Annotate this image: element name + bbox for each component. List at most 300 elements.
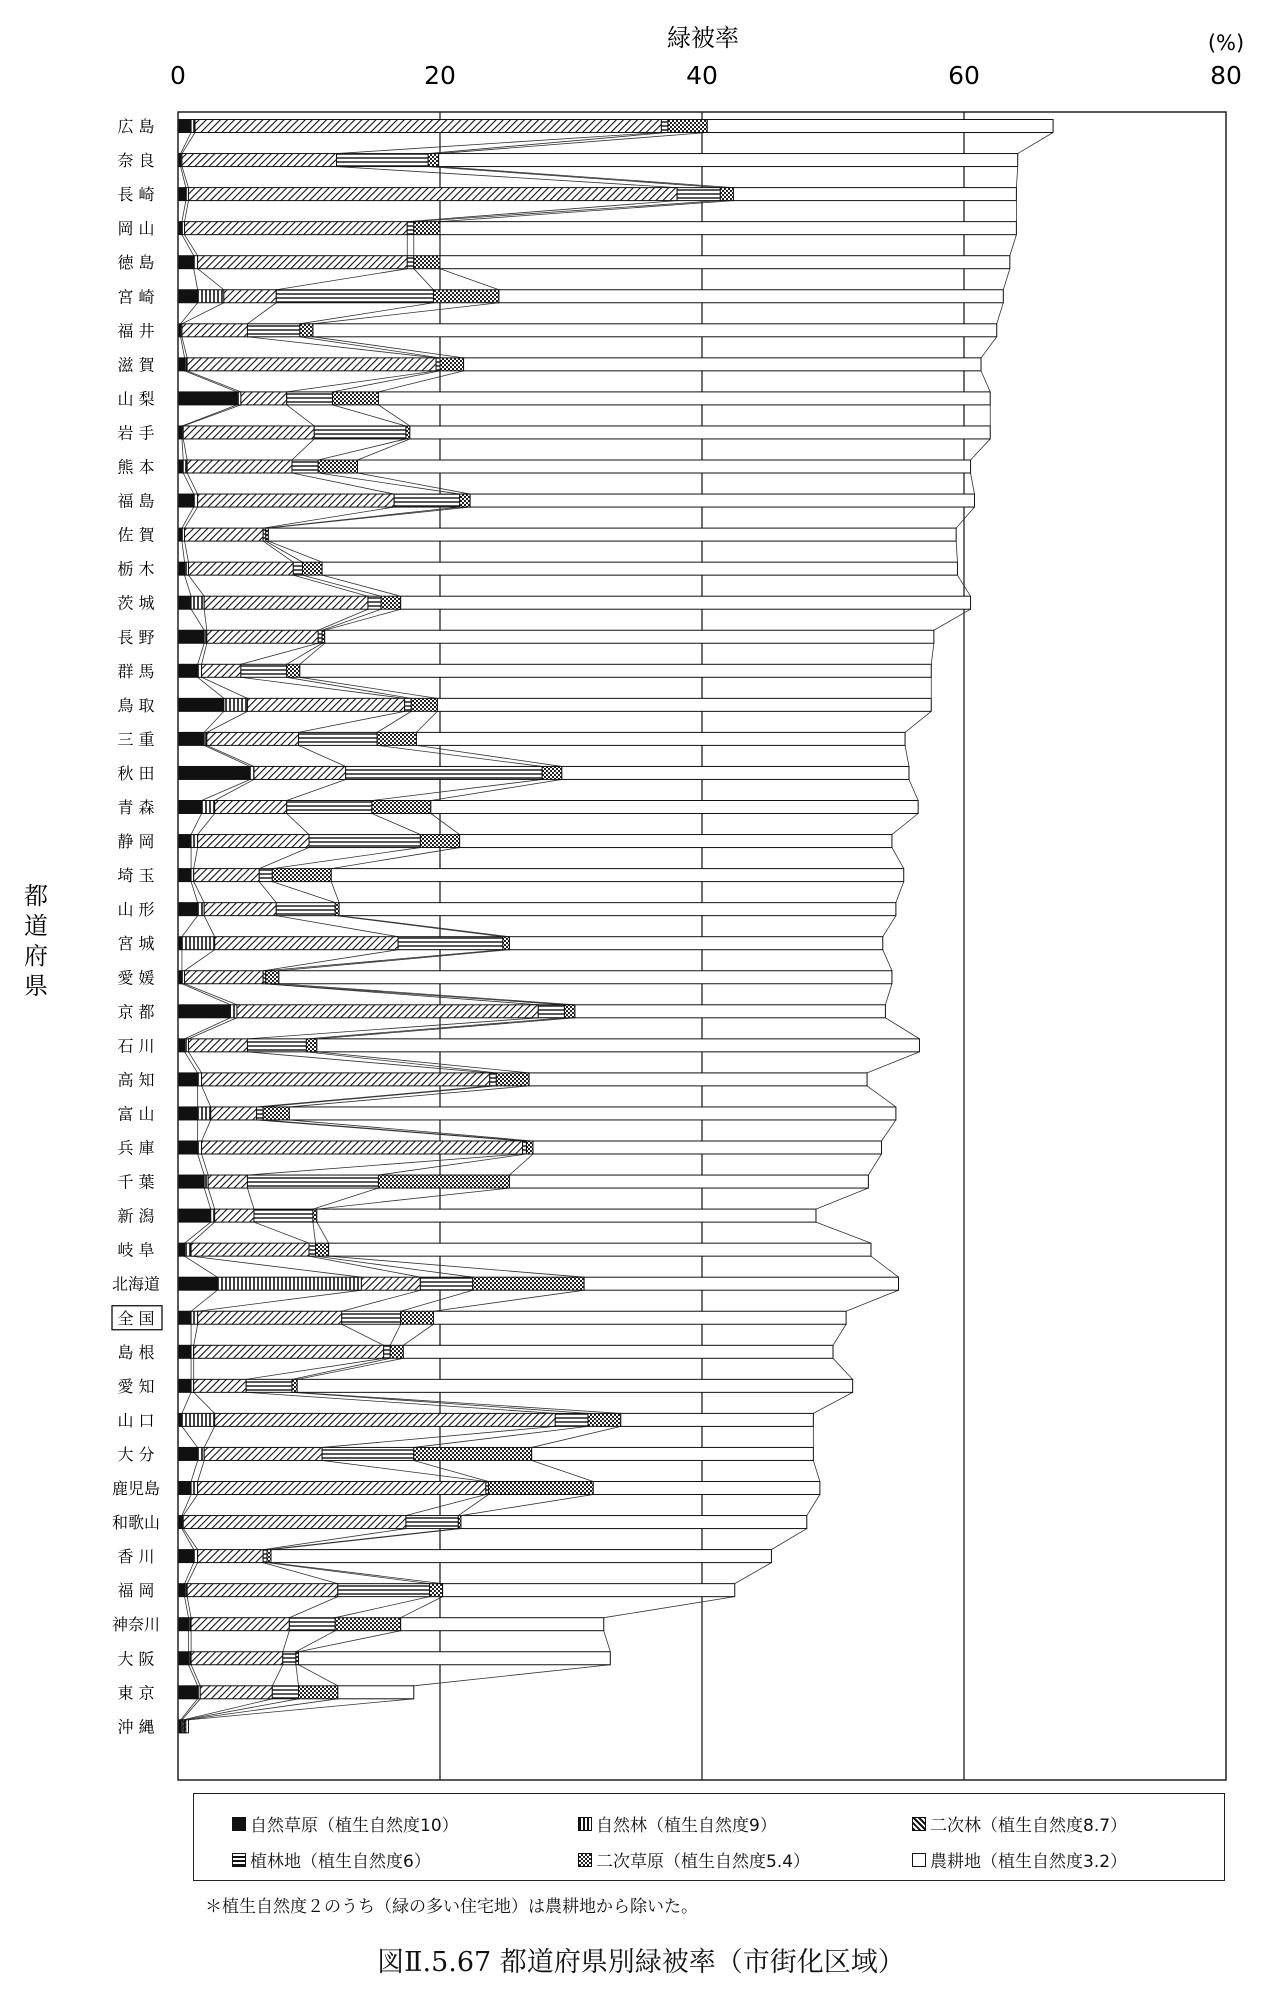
bar-segment-grassland_natural — [178, 835, 191, 848]
category-label: 山 形 — [117, 900, 155, 920]
bar-segment-grassland_natural — [178, 1447, 198, 1460]
bar-segment-forest_secondary — [254, 766, 346, 779]
segment-connector — [813, 1392, 852, 1413]
bar-segment-grassland_natural — [178, 596, 191, 609]
bar-segment-farmland — [329, 1243, 871, 1256]
bar-segment-forest_secondary — [215, 1209, 254, 1222]
bar-segment-grassland_secondary — [473, 1277, 584, 1290]
bar-segment-grassland_secondary — [390, 1345, 403, 1358]
category-label: 和歌山 — [111, 1513, 161, 1533]
segment-connector — [263, 541, 293, 562]
bar-segment-forest_secondary — [187, 1584, 338, 1597]
bar-segment-grassland_secondary — [496, 1073, 529, 1086]
segment-connector — [198, 269, 224, 290]
segment-connector — [204, 1188, 211, 1209]
bar-segment-forest_natural — [198, 664, 202, 677]
bar-segment-farmland — [410, 426, 990, 439]
segment-connector — [532, 1460, 594, 1481]
bar-segment-farmland — [562, 766, 909, 779]
segment-connector — [428, 167, 720, 188]
bar-segment-farmland — [464, 358, 981, 371]
bar-segment-farmland — [439, 154, 1018, 167]
segment-connector — [194, 269, 198, 290]
bar-segment-forest_planted — [368, 596, 381, 609]
segment-connector — [289, 1120, 533, 1141]
bar-segment-farmland — [575, 1005, 885, 1018]
bar-segment-forest_planted — [677, 188, 720, 201]
segment-connector — [204, 1426, 214, 1447]
legend-label: 二次草原（植生自然度5.4） — [596, 1852, 811, 1872]
bar-segment-forest_natural — [191, 1482, 198, 1495]
bar-segment-grassland_natural — [178, 903, 198, 916]
category-label: 群 馬 — [117, 661, 155, 681]
bar-segment-forest_secondary — [198, 256, 408, 269]
bar-segment-grassland_secondary — [299, 1686, 338, 1699]
segment-connector — [905, 745, 909, 766]
bar-segment-forest_planted — [318, 630, 322, 643]
bar-segment-grassland_secondary — [333, 392, 379, 405]
bar-segment-grassland_natural — [178, 630, 204, 643]
segment-connector — [431, 814, 460, 835]
segment-connector — [287, 814, 309, 835]
segment-connector — [299, 745, 346, 766]
segment-connector — [188, 575, 204, 596]
legend-item-grassland-natural — [232, 1811, 459, 1836]
bar-segment-forest_natural — [198, 1073, 202, 1086]
segment-connector — [771, 1529, 806, 1550]
bar-segment-forest_planted — [538, 1005, 564, 1018]
segment-connector — [263, 1086, 496, 1107]
bar-segment-grassland_secondary — [287, 664, 300, 677]
segment-connector — [198, 1154, 205, 1175]
bar-segment-grassland_natural — [178, 869, 191, 882]
bar-segment-forest_natural — [204, 1175, 208, 1188]
category-label: 新 潟 — [117, 1206, 155, 1226]
segment-connector — [287, 405, 315, 426]
bar-segment-forest_secondary — [194, 869, 260, 882]
segment-connector — [287, 643, 322, 664]
bar-segment-farmland — [317, 1039, 920, 1052]
bar-segment-farmland — [533, 1141, 881, 1154]
segment-connector — [185, 984, 237, 1005]
bar-segment-forest_planted — [254, 1209, 313, 1222]
bar-segment-forest_planted — [246, 1379, 292, 1392]
bar-segment-grassland_natural — [178, 1550, 194, 1563]
segment-connector — [241, 643, 318, 664]
segment-connector — [816, 1222, 871, 1243]
category-label: 全 国 — [117, 1308, 155, 1328]
bar-segment-forest_secondary — [208, 1175, 247, 1188]
bar-segment-forest_secondary — [195, 120, 661, 133]
bar-segment-forest_secondary — [241, 392, 287, 405]
segment-connector — [185, 1256, 218, 1277]
bar-segment-grassland_natural — [178, 732, 204, 745]
bar-segment-forest_secondary — [207, 630, 318, 643]
segment-connector — [300, 337, 440, 358]
bar-segment-farmland — [403, 1345, 833, 1358]
bar-segment-grassland_natural — [178, 1277, 217, 1290]
segment-connector — [909, 779, 918, 800]
bar-segment-grassland_natural — [178, 460, 183, 473]
category-label: 東 京 — [117, 1683, 155, 1703]
bar-segment-grassland_secondary — [433, 290, 499, 303]
segment-connector — [414, 201, 721, 222]
category-label: 熊 本 — [117, 457, 155, 477]
bar-segment-forest_planted — [346, 766, 543, 779]
bar-segment-farmland — [339, 903, 896, 916]
category-label: 奈 良 — [117, 151, 155, 171]
bar-segment-forest_planted — [309, 1243, 316, 1256]
segment-connector — [342, 1290, 421, 1311]
bar-segment-forest_natural — [217, 1277, 361, 1290]
bar-segment-grassland_natural — [178, 1652, 188, 1665]
segment-connector — [263, 1529, 406, 1550]
bar-segment-forest_secondary — [215, 937, 398, 950]
legend-label: 二次林（植生自然度8.7） — [930, 1816, 1128, 1836]
figure-caption: 図Ⅱ.5.67 都道府県別緑被率（市街化区域） — [377, 1947, 905, 1978]
bar-segment-farmland — [186, 1720, 189, 1733]
bar-segment-forest_natural — [191, 120, 195, 133]
segment-connector — [377, 711, 411, 732]
segment-connector — [204, 609, 207, 630]
segment-connector — [182, 133, 195, 154]
segment-connector — [313, 1222, 316, 1243]
category-label: 広 島 — [117, 117, 155, 136]
bar-segment-grassland_natural — [178, 1209, 211, 1222]
bar-segment-farmland — [433, 1311, 846, 1324]
segment-connector — [439, 133, 708, 154]
segment-connector — [292, 1358, 390, 1379]
bar-segment-forest_secondary — [198, 835, 309, 848]
segment-connector — [198, 677, 224, 698]
bar-segment-farmland — [460, 835, 892, 848]
segment-connector — [428, 133, 668, 154]
category-label: 沖 縄 — [117, 1717, 155, 1737]
segment-connector — [440, 201, 733, 222]
segment-connector — [198, 1290, 362, 1311]
bar-segment-forest_planted — [247, 1039, 306, 1052]
segment-connector — [266, 984, 565, 1005]
bar-segment-farmland — [532, 1447, 814, 1460]
bar-segment-forest_planted — [247, 324, 299, 337]
bar-segment-grassland_secondary — [668, 120, 707, 133]
bar-segment-grassland_natural — [178, 1073, 198, 1086]
category-label: 徳 島 — [117, 253, 155, 273]
segment-connector — [372, 779, 542, 800]
segment-connector — [296, 1665, 299, 1686]
bar-segment-grassland_natural — [178, 256, 194, 269]
bar-segment-forest_secondary — [191, 1243, 309, 1256]
legend-label: 農耕地（植生自然度3.2） — [930, 1852, 1128, 1872]
bar-segment-grassland_natural — [178, 1379, 191, 1392]
segment-connector — [318, 609, 368, 630]
segment-connector — [1003, 269, 1010, 290]
bar-segment-forest_planted — [407, 222, 414, 235]
segment-connector — [202, 677, 248, 698]
bar-segment-farmland — [378, 392, 990, 405]
bar-segment-farmland — [584, 1277, 898, 1290]
bar-segment-forest_secondary — [191, 1652, 283, 1665]
bar-segment-farmland — [289, 1107, 896, 1120]
category-label: 秋 田 — [117, 763, 155, 783]
bar-segment-grassland_secondary — [377, 732, 416, 745]
segment-connector — [322, 1460, 486, 1481]
segment-connector — [357, 439, 409, 460]
segment-connector — [931, 643, 934, 664]
bar-segment-grassland_secondary — [503, 937, 510, 950]
segment-connector — [300, 303, 434, 324]
bar-segment-grassland_secondary — [292, 1379, 297, 1392]
segment-connector — [263, 1120, 526, 1141]
segment-connector — [188, 1018, 236, 1039]
segment-connector — [194, 1324, 198, 1345]
bar-segment-forest_secondary — [198, 1311, 342, 1324]
bar-segment-forest_natural — [182, 1413, 215, 1426]
bar-segment-forest_secondary — [247, 698, 404, 711]
segment-connector — [259, 882, 276, 903]
category-label: 福 井 — [117, 321, 155, 341]
segment-connector — [182, 507, 194, 528]
bar-segment-grassland_natural — [178, 290, 198, 303]
bar-segment-forest_natural — [194, 256, 198, 269]
bar-segment-farmland — [279, 971, 892, 984]
segment-connector — [266, 950, 503, 971]
category-label: 石 川 — [117, 1036, 155, 1056]
bar-segment-forest_natural — [198, 1141, 202, 1154]
bar-segment-forest_planted — [309, 835, 420, 848]
legend-label: 植林地（植生自然度6） — [250, 1852, 431, 1872]
bar-segment-forest_secondary — [198, 494, 395, 507]
segment-connector — [401, 1597, 443, 1618]
bar-segment-grassland_secondary — [378, 1175, 509, 1188]
segment-connector — [331, 882, 339, 903]
segment-connector — [182, 984, 230, 1005]
bar-segment-grassland_secondary — [526, 1141, 533, 1154]
bar-segment-forest_planted — [405, 698, 412, 711]
bar-segment-forest_natural — [224, 698, 248, 711]
bar-segment-farmland — [440, 256, 1010, 269]
bar-segment-grassland_natural — [178, 698, 224, 711]
bar-segment-grassland_secondary — [440, 358, 464, 371]
category-label: 神奈川 — [111, 1615, 161, 1635]
bar-segment-grassland_secondary — [335, 903, 339, 916]
segment-connector — [905, 711, 931, 732]
segment-connector — [185, 371, 237, 392]
segment-connector — [735, 1563, 772, 1584]
bar-segment-forest_natural — [185, 1039, 189, 1052]
bar-segment-grassland_natural — [178, 1039, 185, 1052]
bar-segment-forest_natural — [185, 1243, 192, 1256]
category-label: 富 山 — [117, 1104, 155, 1124]
legend-item-forest-planted — [232, 1847, 431, 1872]
segment-connector — [287, 371, 436, 392]
segment-connector — [182, 235, 194, 256]
segment-connector — [892, 848, 904, 869]
segment-connector — [191, 1460, 198, 1481]
category-label: 滋 賀 — [117, 355, 155, 375]
segment-connector — [181, 133, 191, 154]
bar-segment-farmland — [317, 1209, 816, 1222]
segment-connector — [316, 1256, 473, 1277]
segment-connector — [971, 473, 975, 494]
segment-connector — [188, 1699, 413, 1720]
segment-connector — [337, 167, 678, 188]
bar-segment-farmland — [338, 1686, 414, 1699]
segment-connector — [263, 984, 538, 1005]
segment-connector — [1016, 167, 1017, 188]
segment-connector — [881, 1120, 895, 1141]
legend-item-grassland-secondary — [578, 1847, 810, 1872]
category-label: 福 岡 — [117, 1581, 155, 1601]
category-label: 岡 山 — [117, 219, 155, 239]
bar-segment-grassland_secondary — [414, 222, 440, 235]
segment-connector — [981, 337, 997, 358]
bar-segment-forest_planted — [523, 1141, 527, 1154]
segment-connector — [816, 1188, 868, 1209]
bar-segment-grassland_natural — [178, 392, 237, 405]
segment-connector — [440, 269, 499, 290]
bar-segment-farmland — [299, 1652, 611, 1665]
segment-connector — [335, 1597, 429, 1618]
bar-segment-forest_planted — [247, 1175, 378, 1188]
x-tick-label: 80 — [1210, 61, 1242, 90]
bar-segment-grassland_secondary — [318, 460, 357, 473]
bar-segment-grassland_natural — [178, 494, 194, 507]
bar-segment-forest_planted — [287, 801, 372, 814]
x-tick-label: 60 — [948, 61, 980, 90]
category-label: 埼 玉 — [117, 866, 155, 886]
segment-connector — [333, 405, 406, 426]
segment-connector — [182, 439, 183, 460]
bar-segment-forest_secondary — [224, 290, 276, 303]
bar-segment-farmland — [357, 460, 970, 473]
segment-connector — [833, 1358, 853, 1379]
bar-segment-forest_secondary — [182, 154, 337, 167]
category-label: 宮 崎 — [117, 287, 155, 307]
bar-segment-farmland — [431, 801, 918, 814]
segment-connector — [299, 1631, 401, 1652]
bar-segment-forest_secondary — [207, 732, 299, 745]
segment-connector — [329, 1256, 584, 1277]
bar-segment-forest_secondary — [237, 1005, 538, 1018]
bar-segment-forest_natural — [202, 801, 215, 814]
bar-segment-forest_planted — [276, 290, 433, 303]
segment-connector — [254, 1222, 309, 1243]
segment-connector — [272, 848, 420, 869]
bar-segment-forest_secondary — [204, 596, 368, 609]
segment-connector — [377, 745, 542, 766]
category-label: 高 知 — [117, 1070, 155, 1090]
bar-segment-farmland — [401, 596, 971, 609]
bar-segment-farmland — [461, 1516, 807, 1529]
segment-connector — [981, 371, 990, 392]
legend-item-forest-secondary — [912, 1811, 1127, 1836]
bar-segment-forest_natural — [194, 494, 198, 507]
segment-connector — [325, 609, 401, 630]
segment-connector — [306, 1052, 496, 1073]
segment-connector — [191, 1290, 217, 1311]
category-label: 大 分 — [117, 1444, 155, 1464]
bar-segment-forest_secondary — [204, 903, 276, 916]
bar-segment-grassland_secondary — [316, 1243, 329, 1256]
segment-connector — [287, 677, 411, 698]
bar-segment-farmland — [416, 732, 905, 745]
bar-segment-grassland_secondary — [406, 426, 410, 439]
segment-connector — [204, 916, 214, 937]
segment-connector — [867, 1086, 896, 1107]
bar-segment-grassland_secondary — [430, 1584, 443, 1597]
bar-segment-grassland_natural — [178, 1686, 198, 1699]
segment-connector — [202, 1154, 209, 1175]
segment-connector — [317, 1222, 329, 1243]
bar-segment-forest_planted — [293, 562, 302, 575]
bar-segment-forest_secondary — [361, 1277, 420, 1290]
bar-segment-grassland_secondary — [720, 188, 733, 201]
bar-segment-forest_secondary — [194, 1379, 246, 1392]
segment-connector — [204, 711, 224, 732]
bar-segment-forest_secondary — [215, 801, 287, 814]
bar-segment-farmland — [297, 1379, 852, 1392]
segment-connector — [414, 1665, 611, 1686]
category-label: 宮 城 — [117, 934, 155, 954]
bar-segment-grassland_secondary — [428, 154, 438, 167]
segment-connector — [956, 541, 957, 562]
segment-connector — [439, 167, 734, 188]
bar-segment-forest_secondary — [187, 460, 292, 473]
segment-connector — [276, 269, 407, 290]
bar-segment-forest_secondary — [185, 528, 264, 541]
bar-segment-grassland_natural — [178, 1175, 204, 1188]
segment-connector — [414, 1460, 489, 1481]
bar-segment-forest_planted — [283, 1652, 296, 1665]
segment-connector — [185, 507, 198, 528]
bar-segment-forest_planted — [292, 460, 318, 473]
x-tick-label: 20 — [424, 61, 456, 90]
segment-connector — [247, 1052, 489, 1073]
bar-segment-grassland_secondary — [460, 494, 470, 507]
segment-connector — [299, 1665, 338, 1686]
bar-segment-forest_natural — [250, 766, 254, 779]
bar-segment-forest_planted — [555, 1413, 588, 1426]
segment-connector — [934, 609, 971, 630]
segment-connector — [188, 1665, 197, 1686]
bar-segment-forest_natural — [198, 1107, 211, 1120]
legend-swatch-horizontal — [232, 1853, 246, 1867]
segment-connector — [181, 303, 198, 324]
segment-connector — [333, 371, 440, 392]
segment-connector — [215, 779, 254, 800]
segment-connector — [378, 1154, 526, 1175]
segment-connector — [335, 916, 503, 937]
segment-connector — [306, 1018, 564, 1039]
segment-connector — [202, 643, 207, 664]
bar-segment-forest_planted — [299, 732, 378, 745]
bar-segment-grassland_secondary — [420, 835, 459, 848]
category-label: 福 島 — [117, 491, 155, 511]
category-label: 静 岡 — [117, 832, 155, 852]
segment-connector — [202, 1086, 211, 1107]
category-label: 千 葉 — [117, 1172, 155, 1192]
category-label: 大 阪 — [117, 1649, 155, 1669]
segment-connector — [883, 950, 892, 971]
segment-connector — [833, 1324, 846, 1345]
category-label: 青 森 — [117, 798, 155, 817]
bar-segment-farmland — [313, 324, 997, 337]
bar-segment-forest_planted — [276, 903, 335, 916]
bar-segment-forest_secondary — [185, 971, 264, 984]
bar-segment-farmland — [593, 1482, 820, 1495]
bar-segment-grassland_secondary — [313, 1209, 317, 1222]
